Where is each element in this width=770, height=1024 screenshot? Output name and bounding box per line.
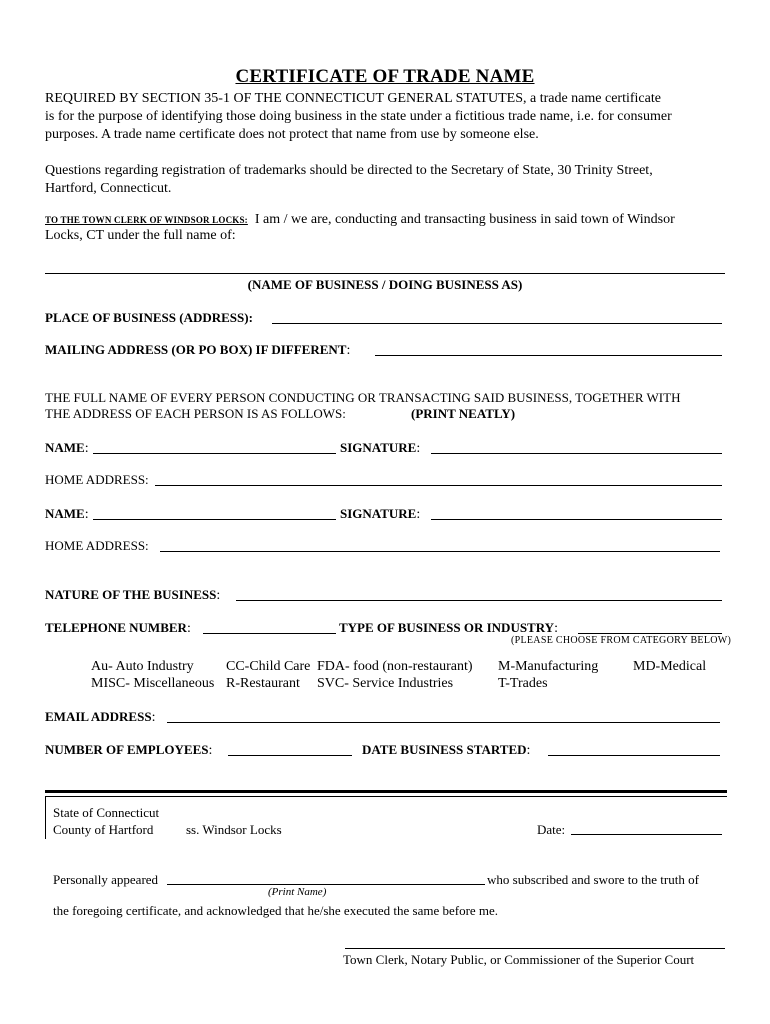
name-label-2: NAME: [45, 506, 85, 521]
category-col-4: [498, 658, 598, 692]
nature-label: NATURE OF THE BUSINESS: [45, 587, 217, 602]
notary-date-field[interactable]: [571, 822, 722, 835]
signature-label-2: SIGNATURE: [340, 506, 417, 521]
page-title: CERTIFICATE OF TRADE NAME: [235, 66, 535, 87]
telephone-label: TELEPHONE NUMBER: [45, 620, 187, 635]
business-name-label: (NAME OF BUSINESS / DOING BUSINESS AS): [247, 277, 523, 292]
questions-line-2: Hartford, Connecticut.: [45, 181, 172, 196]
category-svc: SVC- Service Industries: [317, 676, 454, 691]
name-field-2[interactable]: [93, 507, 336, 520]
name-row-1: [45, 439, 89, 457]
print-name-field[interactable]: [167, 872, 485, 885]
persons-line-2: THE ADDRESS OF EACH PERSON IS AS FOLLOWS:: [45, 406, 346, 421]
name-colon-1: :: [84, 441, 89, 456]
intro-line-2: is for the purpose of identifying those doing business in the state under a fictitious trade name, i.e. for consumer: [45, 109, 672, 124]
signature-label-1: SIGNATURE: [340, 440, 417, 455]
email-colon: :: [151, 710, 156, 725]
notary-state: State of Connecticut: [53, 805, 160, 820]
section-divider-vertical: [45, 797, 46, 839]
email-row: [45, 708, 155, 726]
persons-line-1: THE FULL NAME OF EVERY PERSON CONDUCTING OR TRANSACTING SAID BUSINESS, TOGETHER WITH: [45, 390, 681, 405]
email-label: EMAIL ADDRESS: [45, 709, 152, 724]
notary-ss: ss. Windsor Locks: [186, 822, 282, 837]
section-divider-thick: [45, 790, 727, 793]
home-address-label-1: HOME ADDRESS:: [45, 472, 149, 487]
mailing-row: [45, 341, 350, 359]
type-label: TYPE OF BUSINESS OR INDUSTRY: [339, 620, 555, 635]
telephone-field[interactable]: [203, 621, 336, 634]
questions-line-1: Questions regarding registration of trademarks should be directed to the Secretary of State, 30 Trinity Street,: [45, 163, 653, 178]
name-row-2: [45, 505, 89, 523]
category-misc: MISC- Miscellaneous: [91, 676, 215, 691]
place-of-business-row: [45, 309, 253, 327]
clerk-text-1: I am / we are, conducting and transacting business in said town of Windsor: [254, 212, 675, 227]
category-col-3: [317, 658, 473, 692]
signature-field-2[interactable]: [431, 507, 722, 520]
signature-colon-1: :: [416, 441, 421, 456]
home-address-field-2[interactable]: [160, 539, 720, 552]
date-started-row: [362, 741, 530, 759]
notary-date-label: Date:: [537, 822, 566, 837]
category-fda: FDA- food (non-restaurant): [317, 659, 473, 674]
type-colon: :: [554, 621, 558, 636]
employees-field[interactable]: [228, 743, 352, 756]
category-md: MD-Medical: [633, 659, 707, 674]
employees-label: NUMBER OF EMPLOYEES: [45, 742, 209, 757]
type-field[interactable]: [578, 621, 722, 634]
name-field-1[interactable]: [93, 441, 336, 454]
print-name-caption: (Print Name): [268, 886, 327, 898]
employees-colon: :: [208, 743, 213, 758]
date-started-colon: :: [526, 743, 531, 758]
intro-line-3: purposes. A trade name certificate does not protect that name from use by someone else.: [45, 127, 539, 142]
name-label-1: NAME: [45, 440, 85, 455]
category-cc: CC-Child Care: [226, 659, 311, 674]
clerk-statement: [45, 210, 675, 228]
home-address-field-1[interactable]: [155, 473, 722, 486]
business-name-field[interactable]: [45, 261, 725, 274]
email-field[interactable]: [167, 710, 720, 723]
who-subscribed-text: who subscribed and swore to the truth of: [487, 872, 699, 887]
nature-colon: :: [216, 588, 221, 603]
category-m: M-Manufacturing: [498, 659, 599, 674]
place-of-business-field[interactable]: [272, 311, 722, 324]
signature-row-1: [340, 439, 420, 457]
place-label: PLACE OF BUSINESS (ADDRESS):: [45, 310, 253, 325]
employees-row: [45, 741, 212, 759]
section-divider-thin: [45, 796, 727, 797]
nature-row: [45, 586, 220, 604]
signature-field-1[interactable]: [431, 441, 722, 454]
mailing-colon: :: [346, 343, 351, 358]
foregoing-text: the foregoing certificate, and acknowledged that he/she executed the same before me.: [53, 903, 499, 918]
signature-colon-2: :: [416, 507, 421, 522]
signature-row-2: [340, 505, 420, 523]
name-colon-2: :: [84, 507, 89, 522]
clerk-text-2: Locks, CT under the full name of:: [45, 228, 236, 243]
category-col-1: [91, 658, 214, 692]
notary-county: County of Hartford: [53, 822, 154, 837]
nature-field[interactable]: [236, 588, 722, 601]
clerk-label: TO THE TOWN CLERK OF WINDSOR LOCKS:: [45, 215, 248, 225]
category-au: Au- Auto Industry: [91, 659, 194, 674]
category-t: T-Trades: [498, 676, 548, 691]
telephone-colon: :: [186, 621, 191, 636]
category-col-2: [226, 658, 310, 692]
category-note: (PLEASE CHOOSE FROM CATEGORY BELOW): [511, 635, 732, 646]
official-title: Town Clerk, Notary Public, or Commissioner of the Superior Court: [343, 952, 695, 967]
home-address-label-2: HOME ADDRESS:: [45, 538, 149, 553]
date-started-label: DATE BUSINESS STARTED: [362, 742, 527, 757]
print-neatly-label: (PRINT NEATLY): [411, 406, 516, 421]
mailing-label: MAILING ADDRESS (OR PO BOX) IF DIFFERENT: [45, 342, 347, 357]
intro-line-1: REQUIRED BY SECTION 35-1 OF THE CONNECTICUT GENERAL STATUTES, a trade name certificate: [45, 91, 661, 106]
mailing-address-field[interactable]: [375, 343, 722, 356]
date-started-field[interactable]: [548, 743, 720, 756]
official-signature-field[interactable]: [345, 936, 725, 949]
category-col-5: [633, 658, 706, 675]
category-r: R-Restaurant: [226, 676, 300, 691]
personally-appeared-label: Personally appeared: [53, 872, 159, 887]
telephone-row: [45, 619, 191, 637]
